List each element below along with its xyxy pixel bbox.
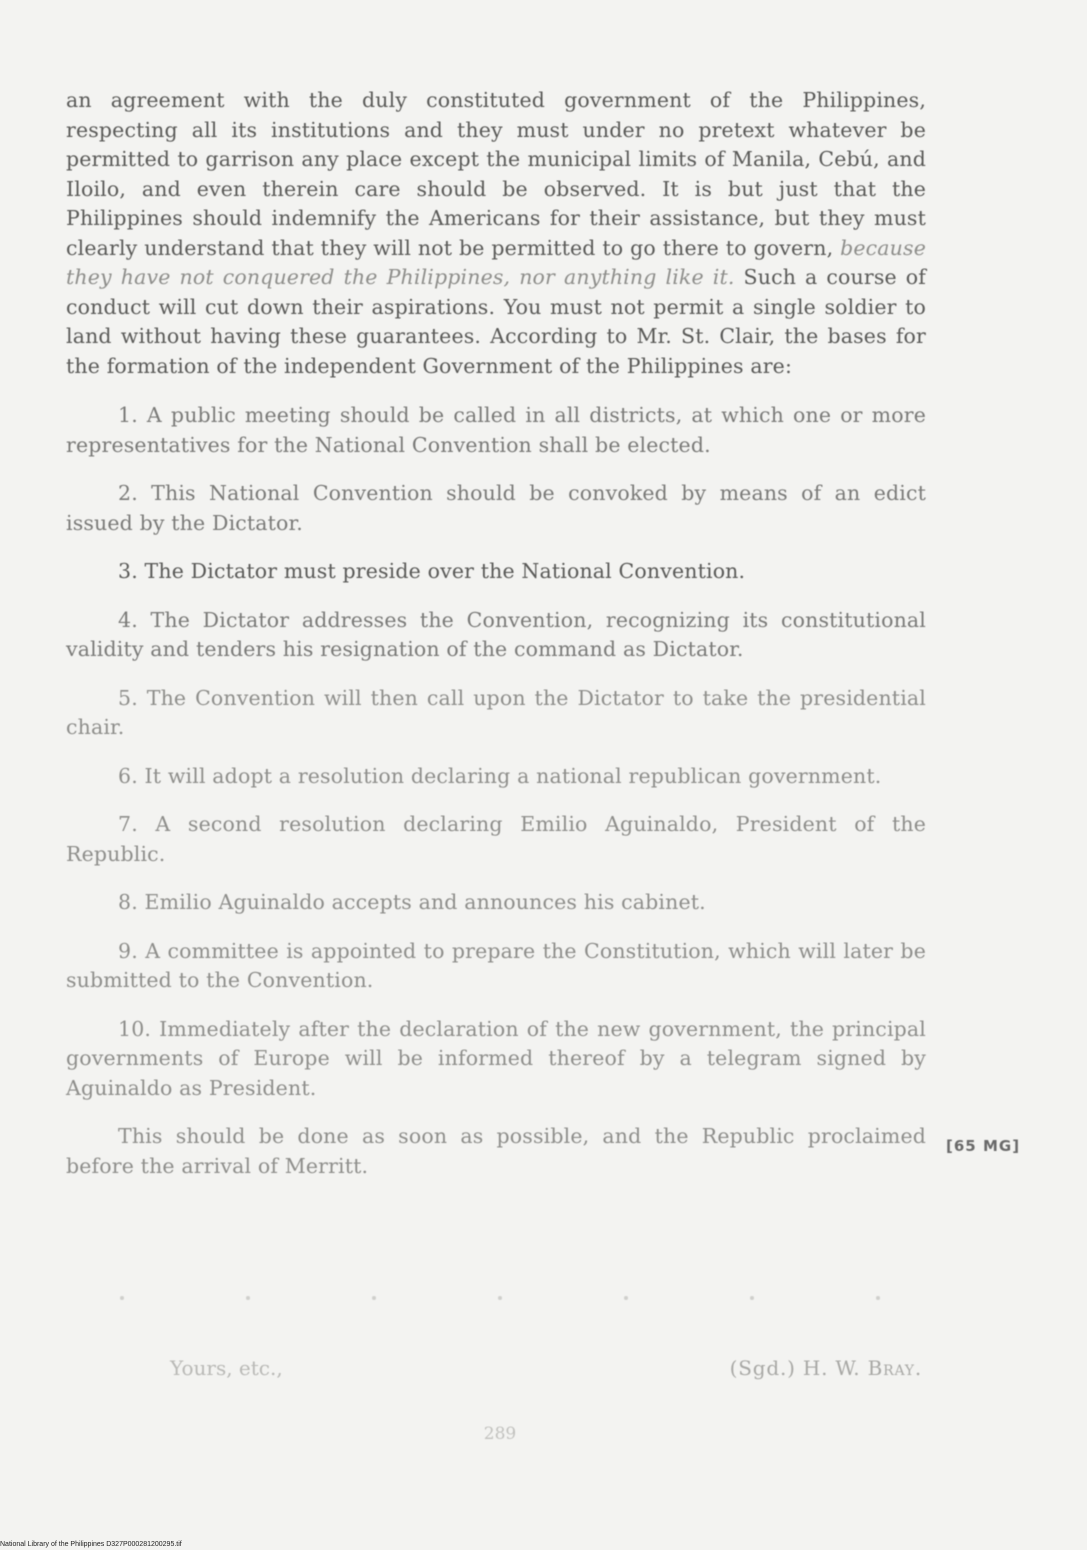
signature-prefix: (Sgd.) H. W. <box>729 1356 868 1380</box>
signoff: Yours, etc., <box>170 1356 283 1380</box>
margin-note: [65 MG] <box>946 1137 1021 1155</box>
signature-name: Bray. <box>867 1356 922 1380</box>
separator-dot <box>246 1296 250 1300</box>
separator-dot <box>120 1296 124 1300</box>
list-item: 2. This National Convention should be convoked by means of an edict issued by the Dictator. <box>66 481 926 535</box>
page-number: 289 <box>483 1424 517 1444</box>
opening-paragraph-italic: because they have not conquered the Philippines, nor anything like it. <box>66 235 926 289</box>
list-item: 9. A committee is appointed to prepare the Constitution, which will later be submitted to the Convention. <box>66 938 926 992</box>
list-item: 5. The Convention will then call upon the Dictator to take the presidential chair. <box>66 685 926 739</box>
ellipsis-separator <box>120 1296 880 1300</box>
separator-dot <box>372 1296 376 1300</box>
list-item: 10. Immediately after the declaration of the new government, the principal governments of Europe will be informed thereof by a telegram signed by Aguinaldo as President. <box>66 1016 926 1100</box>
opening-paragraph <box>66 86 926 381</box>
letter-body <box>66 86 926 1181</box>
opening-paragraph-text: an agreement with the duly constituted government of the Philippines, respecting all its institutions and they must under no pretext whatever be permitted to garrison any place except the municipal limits of Manila, Cebú, and Iloilo, and even therein care should be observed. It is but just that the Philippines should indemnify the Americans for their assistance, but they must clearly understand that they will not be permitted to go there to govern, <box>66 88 926 260</box>
list-item: 6. It will adopt a resolution declaring a national republican government. <box>118 763 882 788</box>
archive-footer: National Library of the Philippines D327P000281200295.tif <box>0 1541 182 1548</box>
list-item: 7. A second resolution declaring Emilio Aguinaldo, President of the Republic. <box>66 812 926 866</box>
separator-dot <box>750 1296 754 1300</box>
separator-dot <box>876 1296 880 1300</box>
separator-dot <box>624 1296 628 1300</box>
closing-paragraph: This should be done as soon as possible, and the Republic proclaimed before the arrival of Merritt. <box>66 1124 926 1178</box>
list-item: 4. The Dictator addresses the Convention, recognizing its constitutional validity and tenders his resignation of the command as Dictator. <box>66 607 926 661</box>
list-item: 3. The Dictator must preside over the National Convention. <box>118 559 746 583</box>
signature <box>730 1356 922 1380</box>
opening-paragraph-text-continued: Such a course of conduct will cut down their aspirations. You must not permit a single soldier to land without having these guarantees. According to Mr. St. Clair, the bases for the formation of the independent Government of the Philippines are: <box>66 265 926 378</box>
separator-dot <box>498 1296 502 1300</box>
list-item: 1. A public meeting should be called in all districts, at which one or more representatives for the National Convention shall be elected. <box>66 403 926 457</box>
list-item: 8. Emilio Aguinaldo accepts and announces his cabinet. <box>118 890 706 914</box>
